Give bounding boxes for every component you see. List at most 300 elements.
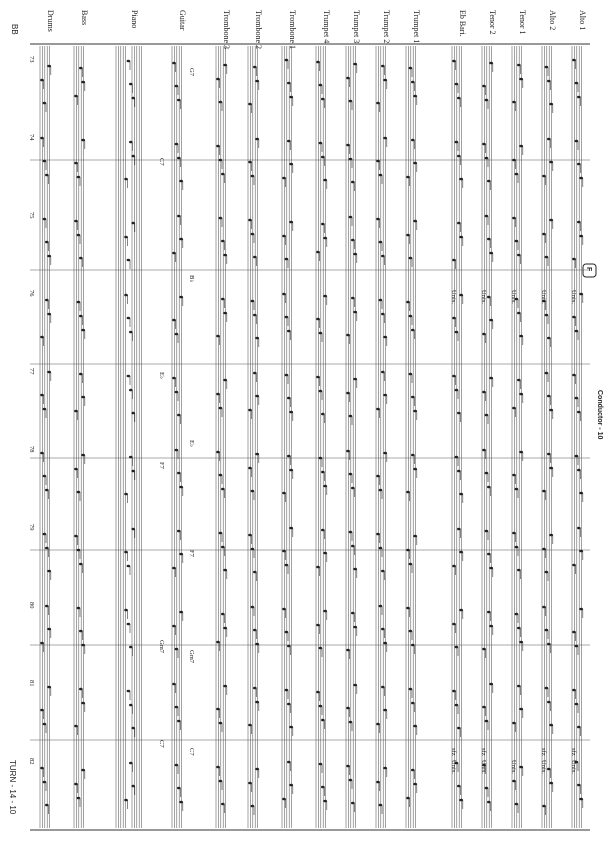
note-head [289, 469, 293, 472]
note-head [411, 329, 415, 332]
note-head [289, 163, 293, 166]
note-head [323, 179, 327, 182]
note-head [457, 528, 461, 531]
note-head [219, 101, 223, 104]
note-head [45, 489, 49, 492]
note-head [43, 781, 47, 784]
note-head [457, 155, 461, 158]
note-head [255, 768, 259, 771]
note-head [79, 257, 83, 260]
note-head [579, 293, 583, 296]
note-head [457, 412, 461, 415]
chord-symbol: Gm7 [188, 650, 195, 663]
note-head [577, 221, 581, 224]
note-head [512, 780, 516, 783]
note-head [515, 173, 519, 176]
svg-text:Unis.: Unis. [480, 760, 487, 774]
note-head [124, 551, 128, 554]
note-head [353, 253, 357, 256]
note-head [248, 724, 252, 727]
note-head [482, 391, 486, 394]
note-head [124, 236, 128, 239]
staff-tenor-2 [482, 46, 492, 828]
note-head [285, 689, 289, 692]
note-head [485, 99, 489, 102]
note-head [131, 97, 135, 100]
note-head [376, 781, 380, 784]
note-head [489, 567, 493, 570]
note-head [287, 82, 291, 85]
note-head [572, 59, 576, 62]
note-head [545, 629, 549, 632]
note-head [383, 79, 387, 82]
note-head [321, 413, 325, 416]
measure-number: 82 [28, 758, 35, 765]
note-head [549, 219, 553, 222]
note-head [321, 471, 325, 474]
note-head [219, 474, 223, 477]
note-head [482, 648, 486, 651]
note-head [319, 390, 323, 393]
svg-text:Unis.: Unis. [480, 290, 487, 304]
note-head [459, 294, 463, 297]
note-head [349, 158, 353, 161]
note-head [74, 220, 78, 223]
note-head [285, 258, 289, 261]
measure-number: 74 [28, 134, 35, 141]
note-head [457, 785, 461, 788]
note-head [455, 646, 459, 649]
note-head [519, 145, 523, 148]
note-head [131, 222, 135, 225]
note-head [127, 317, 131, 320]
note-head [40, 709, 44, 712]
note-head [216, 641, 220, 644]
note-head [409, 257, 413, 260]
note-head [517, 685, 521, 688]
note-head [285, 564, 289, 567]
note-head [575, 140, 579, 143]
instrument-label: Tenor 2 [488, 10, 497, 35]
note-head [287, 330, 291, 333]
note-head [351, 181, 355, 184]
note-head [216, 335, 220, 338]
note-head [353, 568, 357, 571]
note-head [179, 553, 183, 556]
note-head [219, 159, 223, 162]
note-head [346, 450, 350, 453]
note-head [485, 414, 489, 417]
note-head [282, 492, 286, 495]
note-head [127, 565, 131, 568]
svg-text:F: F [585, 267, 592, 272]
note-head [248, 467, 252, 470]
note-head [177, 472, 181, 475]
note-head [545, 372, 549, 375]
note-head [253, 314, 257, 317]
note-head [455, 141, 459, 144]
chord-symbol: C7 [158, 740, 165, 748]
instrument-label: Trumpet 4 [322, 10, 331, 44]
note-head [487, 611, 491, 614]
note-head [255, 453, 259, 456]
note-head [282, 177, 286, 180]
note-head [172, 252, 176, 255]
note-head [512, 532, 516, 535]
note-head [383, 452, 387, 455]
note-head [519, 335, 523, 338]
note-head [383, 709, 387, 712]
note-head [381, 371, 385, 374]
chord-symbol: C7 [188, 748, 195, 756]
measure-number: 81 [28, 680, 35, 687]
note-head [248, 103, 252, 106]
note-head [129, 762, 133, 765]
note-head [316, 376, 320, 379]
chord-symbol: E♭ [158, 372, 165, 380]
note-head [519, 451, 523, 454]
note-head [489, 377, 493, 380]
note-head [482, 333, 486, 336]
note-head [319, 332, 323, 335]
note-head [353, 626, 357, 629]
note-head [223, 254, 227, 257]
note-head [77, 491, 81, 494]
note-head [45, 174, 49, 177]
note-head [489, 62, 493, 65]
note-head [223, 627, 227, 630]
svg-text:Unis.: Unis. [450, 760, 457, 774]
note-head [485, 472, 489, 475]
note-head [321, 786, 325, 789]
note-head [79, 563, 83, 566]
note-head [287, 140, 291, 143]
note-head [81, 139, 85, 142]
note-head [43, 723, 47, 726]
note-head [74, 468, 78, 471]
note-head [572, 316, 576, 319]
note-head [455, 704, 459, 707]
note-head [323, 800, 327, 803]
note-head [175, 85, 179, 88]
note-head [489, 252, 493, 255]
note-head [512, 217, 516, 220]
note-head [221, 173, 225, 176]
note-head [221, 488, 225, 491]
instrument-label: Trumpet 3 [352, 10, 361, 44]
note-head [282, 293, 286, 296]
note-head [459, 799, 463, 802]
note-head [379, 547, 383, 550]
note-head [579, 235, 583, 238]
note-head [376, 408, 380, 411]
note-head [47, 628, 51, 631]
note-head [379, 804, 383, 807]
note-head [175, 648, 179, 651]
chord-symbol: G7 [188, 68, 195, 76]
note-head [515, 613, 519, 616]
note-head [549, 161, 553, 164]
note-head [255, 337, 259, 340]
note-head [349, 779, 353, 782]
note-head [381, 313, 385, 316]
note-head [485, 787, 489, 790]
note-head [43, 475, 47, 478]
note-head [353, 311, 357, 314]
note-head [485, 215, 489, 218]
note-head [175, 333, 179, 336]
note-head [413, 468, 417, 471]
measure-number: 78 [28, 446, 35, 453]
note-head [545, 571, 549, 574]
instrument-label: Trombone 2 [254, 10, 263, 50]
note-head [349, 415, 353, 418]
note-head [216, 145, 220, 148]
note-head [323, 485, 327, 488]
note-head [411, 139, 415, 142]
note-head [40, 137, 44, 140]
staff-trumpet-3 [346, 46, 356, 828]
note-head [81, 81, 85, 84]
note-head [346, 334, 350, 337]
note-head [251, 490, 255, 493]
note-head [255, 701, 259, 704]
note-head [45, 804, 49, 807]
note-head [459, 493, 463, 496]
note-head [316, 61, 320, 64]
note-head [175, 143, 179, 146]
svg-text:sfz: sfz [480, 748, 487, 756]
note-head [219, 407, 223, 410]
note-head [223, 379, 227, 382]
note-head [512, 101, 516, 104]
note-head [287, 397, 291, 400]
note-head [45, 605, 49, 608]
note-head [455, 456, 459, 459]
note-head [129, 704, 133, 707]
note-head [577, 96, 581, 99]
note-head [43, 533, 47, 536]
note-head [175, 391, 179, 394]
note-head [485, 720, 489, 723]
note-head [172, 377, 176, 380]
note-head [346, 707, 350, 710]
chord-symbol: B♭ [188, 275, 195, 283]
rehearsal-mark [583, 264, 596, 277]
staff-piano [116, 46, 142, 828]
note-head [542, 606, 546, 609]
note-head [409, 563, 413, 566]
note-head [316, 251, 320, 254]
note-head [319, 705, 323, 708]
note-head [457, 97, 461, 100]
note-head [411, 454, 415, 457]
note-head [77, 607, 81, 610]
note-head [487, 238, 491, 241]
note-head [351, 297, 355, 300]
note-head [406, 491, 410, 494]
note-head [383, 137, 387, 140]
note-head [487, 486, 491, 489]
note-head [47, 255, 51, 258]
note-head [577, 784, 581, 787]
note-head [47, 686, 51, 689]
note-head [547, 643, 551, 646]
note-head [547, 701, 551, 704]
system-frame [30, 44, 590, 830]
note-head [219, 780, 223, 783]
note-head [349, 216, 353, 219]
note-head [43, 218, 47, 221]
measure-numbers [28, 56, 35, 765]
note-head [248, 161, 252, 164]
note-head [519, 708, 523, 711]
note-head [577, 411, 581, 414]
note-head [129, 646, 133, 649]
note-head [452, 623, 456, 626]
note-head [124, 178, 128, 181]
note-head [177, 215, 181, 218]
note-head [517, 312, 521, 315]
note-head [413, 220, 417, 223]
staff-tenor-1 [512, 46, 522, 828]
instrument-label: Trumpet 1 [412, 10, 421, 44]
note-head [411, 81, 415, 84]
note-head [349, 721, 353, 724]
instrument-label: Eb Bari. [458, 10, 467, 37]
note-head [409, 630, 413, 633]
chord-symbol: F7 [158, 462, 165, 469]
note-head [482, 449, 486, 452]
note-head [255, 80, 259, 83]
note-head [131, 785, 135, 788]
note-head [519, 641, 523, 644]
note-head [43, 160, 47, 163]
note-head [321, 98, 325, 101]
corner-label: BB [10, 24, 19, 35]
note-head [179, 238, 183, 241]
note-head [223, 64, 227, 67]
note-head [459, 551, 463, 554]
note-head [127, 375, 131, 378]
note-head [321, 719, 325, 722]
note-head [175, 764, 179, 767]
note-head [289, 726, 293, 729]
note-head [379, 241, 383, 244]
note-head [349, 531, 353, 534]
note-head [47, 65, 51, 68]
note-head [255, 643, 259, 646]
note-head [131, 470, 135, 473]
note-head [547, 80, 551, 83]
note-head [455, 389, 459, 392]
note-head [177, 99, 181, 102]
note-head [223, 312, 227, 315]
note-head [409, 688, 413, 691]
note-head [81, 644, 85, 647]
note-head [413, 783, 417, 786]
note-head [515, 803, 519, 806]
note-head [519, 393, 523, 396]
note-head [289, 784, 293, 787]
note-head [124, 294, 128, 297]
note-head [221, 240, 225, 243]
note-head [43, 102, 47, 105]
note-head [549, 409, 553, 412]
note-head [413, 410, 417, 413]
note-head [547, 453, 551, 456]
note-head [81, 329, 85, 332]
note-head [131, 412, 135, 415]
note-head [285, 316, 289, 319]
note-head [383, 767, 387, 770]
note-head [353, 684, 357, 687]
note-head [346, 144, 350, 147]
note-head [515, 488, 519, 491]
note-head [485, 530, 489, 533]
note-head [381, 255, 385, 258]
note-head [482, 85, 486, 88]
note-head [253, 629, 257, 632]
note-head [251, 548, 255, 551]
note-head [452, 259, 456, 262]
note-head [129, 456, 133, 459]
note-head [409, 315, 413, 318]
note-head [79, 315, 83, 318]
note-head [542, 805, 546, 808]
note-head [216, 708, 220, 711]
note-head [549, 782, 553, 785]
measure-number: 79 [28, 524, 35, 531]
note-head [282, 798, 286, 801]
note-head [489, 625, 493, 628]
note-head [124, 799, 128, 802]
note-head [376, 475, 380, 478]
note-head [221, 803, 225, 806]
note-head [346, 392, 350, 395]
note-head [253, 687, 257, 690]
note-head [74, 783, 78, 786]
note-head [545, 314, 549, 317]
note-head [287, 761, 291, 764]
note-head [381, 628, 385, 631]
note-head [517, 379, 521, 382]
note-head [255, 395, 259, 398]
note-head [577, 527, 581, 530]
instrument-label: Guitar [178, 10, 187, 31]
note-head [545, 256, 549, 259]
note-head [319, 647, 323, 650]
note-head [131, 528, 135, 531]
note-head [485, 157, 489, 160]
note-head [172, 62, 176, 65]
note-head [282, 235, 286, 238]
note-head [376, 102, 380, 105]
note-head [575, 455, 579, 458]
instrument-label: Alto 2 [548, 10, 557, 31]
measure-number: 76 [28, 290, 35, 297]
note-head [482, 143, 486, 146]
note-head [40, 642, 44, 645]
note-head [542, 175, 546, 178]
note-head [79, 688, 83, 691]
note-head [45, 241, 49, 244]
note-head [321, 529, 325, 532]
note-head [381, 686, 385, 689]
conductor-note: Conductor - 10 [596, 390, 603, 440]
note-head [77, 234, 81, 237]
note-head [572, 689, 576, 692]
